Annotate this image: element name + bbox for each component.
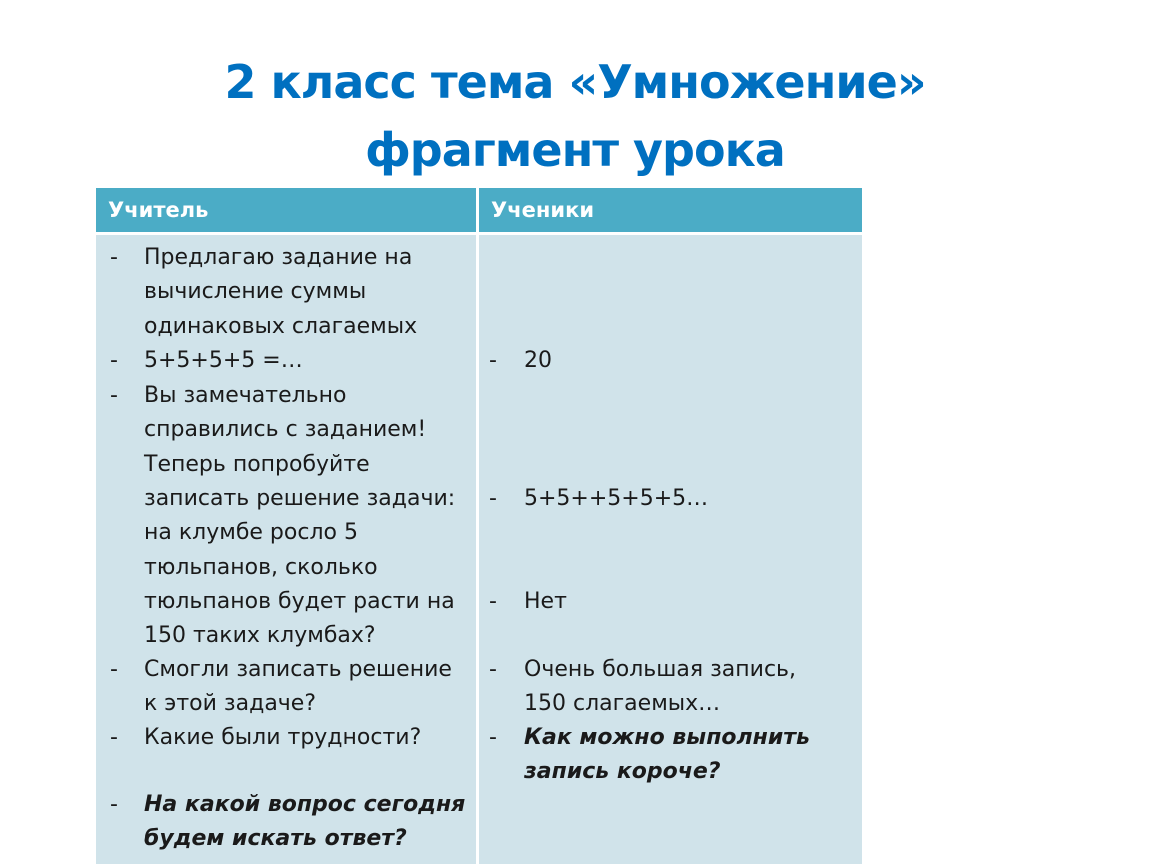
teacher-item-line: будем искать ответ? bbox=[144, 826, 407, 852]
teacher-item-line: одинаковых слагаемых bbox=[144, 313, 418, 339]
list-marker: - bbox=[489, 486, 497, 511]
list-marker: - bbox=[489, 657, 497, 682]
student-item-line: 150 слагаемых… bbox=[524, 691, 721, 717]
student-item-line: 20 bbox=[524, 348, 552, 373]
list-marker: - bbox=[489, 348, 497, 373]
list-marker: - bbox=[110, 657, 118, 682]
list-marker: - bbox=[110, 792, 118, 817]
student-item-line: Очень большая запись, bbox=[524, 657, 797, 682]
teacher-item-line: Какие были трудности? bbox=[144, 725, 422, 750]
list-marker: - bbox=[110, 725, 118, 750]
slide-title bbox=[0, 48, 1150, 184]
teacher-item-line: на клумбе росло 5 bbox=[144, 520, 358, 546]
teacher-item-line: Предлагаю задание на bbox=[144, 245, 413, 270]
header-teacher: Учитель bbox=[96, 188, 476, 232]
list-marker: - bbox=[489, 589, 497, 614]
student-item-line: 5+5++5+5+5… bbox=[524, 486, 709, 511]
teacher-item-line: вычисление суммы bbox=[144, 279, 367, 305]
student-item-line: Как можно выполнить bbox=[524, 725, 810, 750]
lesson-table bbox=[96, 188, 862, 864]
teacher-item-line: Теперь попробуйте bbox=[144, 451, 370, 477]
teacher-item-line: На какой вопрос сегодня bbox=[144, 792, 466, 817]
teacher-item-line: 150 таких клумбах? bbox=[144, 623, 376, 649]
student-item-line: запись короче? bbox=[524, 759, 721, 785]
students-column bbox=[479, 235, 862, 864]
list-marker: - bbox=[110, 348, 118, 373]
list-marker: - bbox=[489, 725, 497, 750]
teacher-item-line: тюльпанов будет расти на bbox=[144, 588, 455, 614]
teacher-item-line: справились с заданием! bbox=[144, 417, 427, 443]
teacher-column bbox=[96, 235, 476, 864]
student-item-line: Нет bbox=[524, 589, 567, 614]
teacher-item-line: Смогли записать решение bbox=[144, 657, 452, 682]
teacher-item-line: к этой задаче? bbox=[144, 691, 317, 717]
teacher-item-line: 5+5+5+5 =… bbox=[144, 348, 303, 373]
title-line-1: 2 класс тема «Умножение» bbox=[224, 55, 926, 109]
teacher-item-line: записать решение задачи: bbox=[144, 485, 456, 511]
teacher-item-line: тюльпанов, сколько bbox=[144, 554, 378, 580]
list-marker: - bbox=[110, 383, 118, 408]
header-students: Ученики bbox=[479, 188, 862, 232]
title-line-2: фрагмент урока bbox=[365, 123, 785, 177]
list-marker: - bbox=[110, 245, 118, 270]
teacher-item-line: Вы замечательно bbox=[144, 383, 347, 408]
